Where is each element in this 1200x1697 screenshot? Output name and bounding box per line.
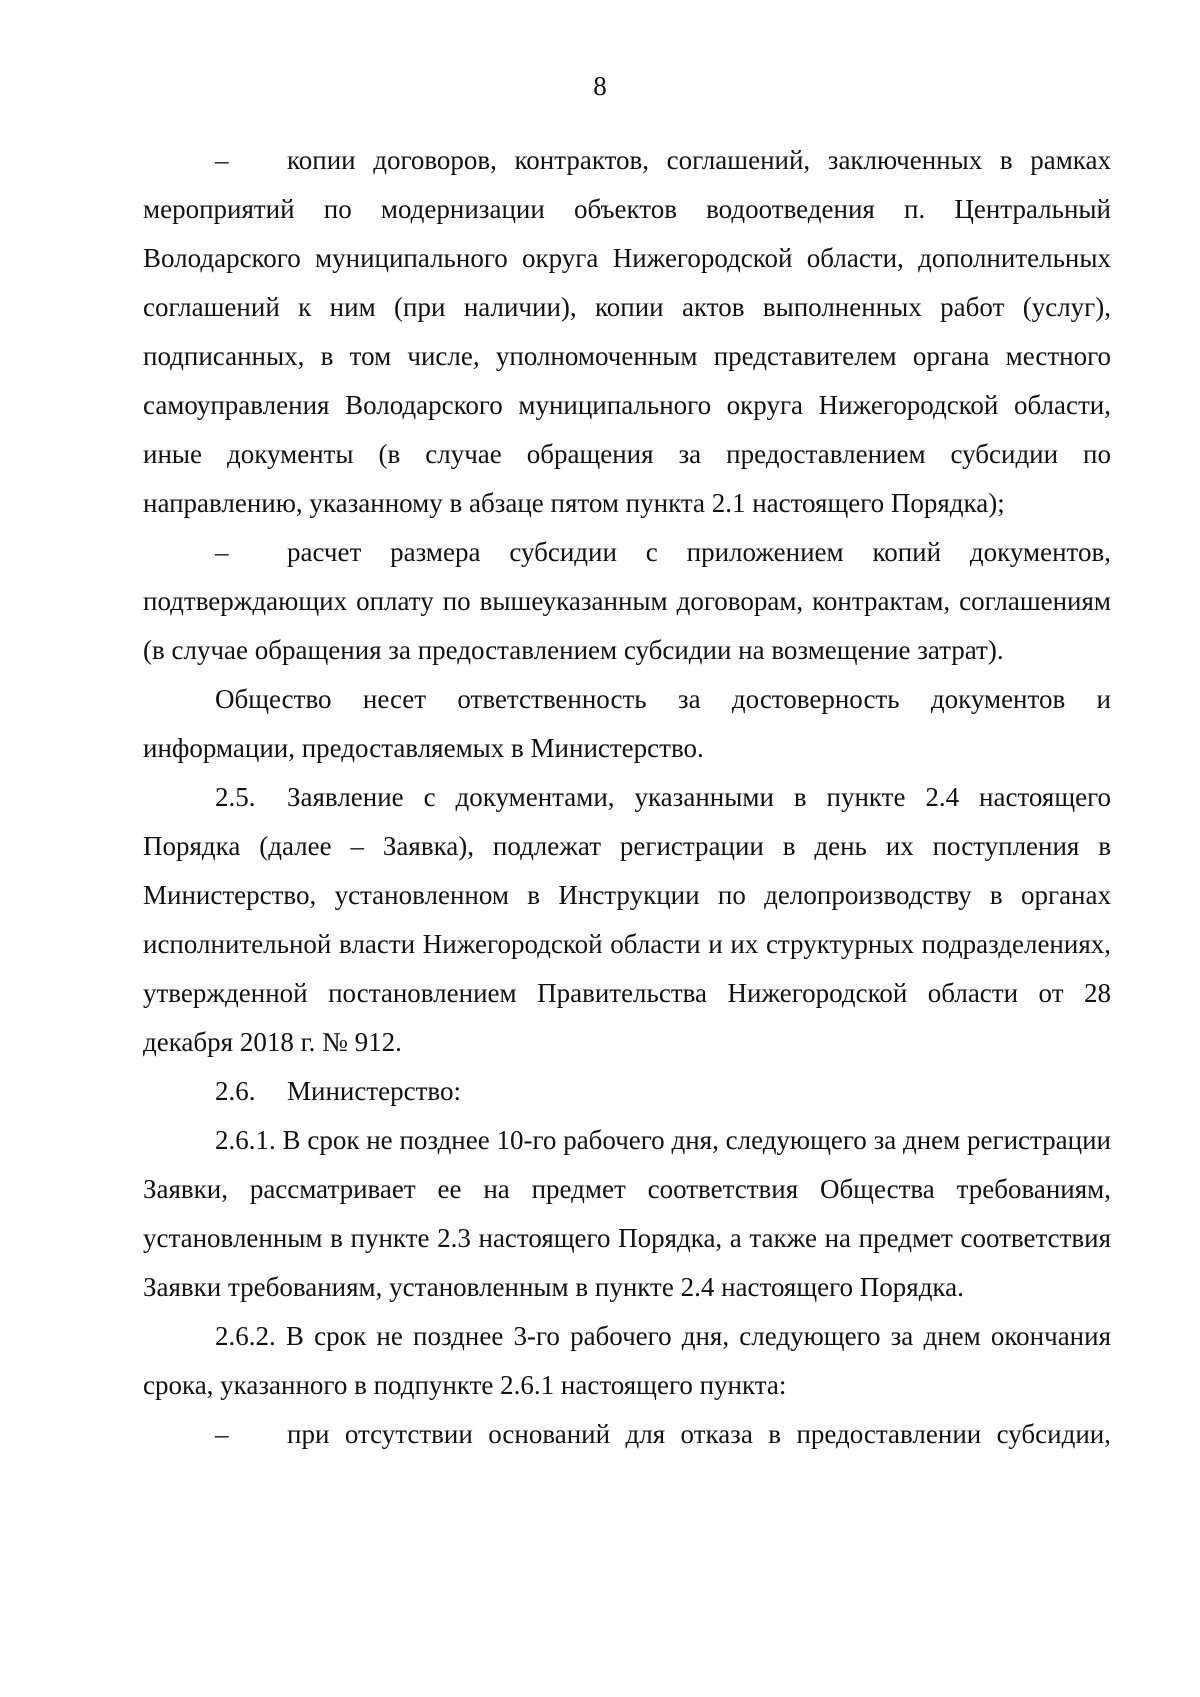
paragraph-text: при отсутствии оснований для отказа в предоставлении субсидии, [287, 1419, 1111, 1449]
paragraph-text: расчет размера субсидии с приложением копий документов, подтверждающих оплату по вышеуказанным договорам, контрактам, соглашениям (в случае обращения за предоставлением субсидии на возмещение затрат). [143, 537, 1111, 665]
paragraph-text: Министерство: [287, 1076, 461, 1106]
list-dash-marker: – [215, 537, 229, 567]
paragraph-text: Общество несет ответственность за достоверность документов и информации, предоставляемых в Министерство. [143, 684, 1111, 763]
paragraph-text: Заявление с документами, указанными в пункте 2.4 настоящего Порядка (далее – Заявка), подлежат регистрации в день их поступления в Министерство, установленном в Инструкции по делопроизводству в органах исполнительной власти Нижегородской области и их структурных подразделениях, утвержденной постановлением Правительства Нижегородской области от 28 декабря 2018 г. № 912. [143, 782, 1111, 1057]
list-dash-marker: – [215, 1419, 229, 1449]
paragraph-contracts-copies [143, 136, 1111, 528]
paragraph-2-6-2 [143, 1312, 1111, 1410]
clause-number: 2.5. [215, 782, 256, 812]
paragraph-text: 2.6.1. В срок не позднее 10-го рабочего дня, следующего за днем регистрации Заявки, рассматривает ее на предмет соответствия Общества требованиям, установленным в пункте 2.3 настоящего Порядка, а также на предмет соответствия Заявки требованиям, установленным в пункте 2.4 настоящего Порядка. [143, 1125, 1111, 1302]
page-number: 8 [593, 71, 607, 101]
list-dash-marker: – [215, 145, 229, 175]
paragraph-2-5 [143, 773, 1111, 1067]
paragraph-subsidy-calculation [143, 528, 1111, 675]
paragraph-2-6 [143, 1067, 1111, 1116]
paragraph-responsibility [143, 675, 1111, 773]
document-body [143, 136, 1111, 1459]
clause-number: 2.6. [215, 1076, 256, 1106]
paragraph-no-grounds-refusal [143, 1410, 1111, 1459]
paragraph-2-6-1 [143, 1116, 1111, 1312]
paragraph-text: копии договоров, контрактов, соглашений, заключенных в рамках мероприятий по модернизации объектов водоотведения п. Центральный Володарского муниципального округа Нижегородской области, дополнительных соглашений к ним (при наличии), копии актов выполненных работ (услуг), подписанных, в том числе, уполномоченным представителем органа местного самоуправления Володарского муниципального округа Нижегородской области, иные документы (в случае обращения за предоставлением субсидии по направлению, указанному в абзаце пятом пункта 2.1 настоящего Порядка); [143, 145, 1111, 518]
paragraph-text: 2.6.2. В срок не позднее 3-го рабочего дня, следующего за днем окончания срока, указанного в подпункте 2.6.1 настоящего пункта: [143, 1321, 1111, 1400]
